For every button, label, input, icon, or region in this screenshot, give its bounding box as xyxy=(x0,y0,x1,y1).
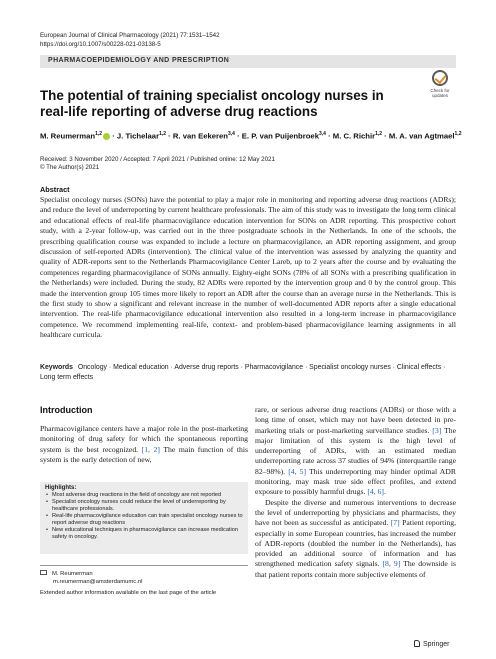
author-name[interactable]: M. A. van Agtmael xyxy=(388,131,455,141)
introduction-heading: Introduction xyxy=(40,405,93,415)
journal-reference xyxy=(40,31,220,49)
abstract-heading: Abstract xyxy=(40,185,70,194)
doi-link[interactable]: https://doi.org/10.1007/s00228-021-03138-5 xyxy=(40,41,161,48)
author-affiliation: 1,2 xyxy=(454,131,462,137)
citation-link[interactable]: [4, 5] xyxy=(288,466,307,476)
highlights-list xyxy=(45,492,243,541)
highlight-item: • Specialist oncology nurses could reduce the level of underreporting by healthcare professionals. xyxy=(45,499,243,513)
check-for-updates-badge[interactable] xyxy=(427,70,453,100)
publisher-logo xyxy=(414,640,449,648)
author-affiliation: 1,2 xyxy=(159,131,167,137)
author-name[interactable]: M. C. Richir xyxy=(332,131,376,141)
springer-horse-icon xyxy=(414,640,420,647)
dates-line: Received: 3 November 2020 / Accepted: 7 April 2021 / Published online: 12 May 2021 xyxy=(40,156,275,163)
citation-link[interactable]: [4, 6] xyxy=(367,487,384,497)
intro-paragraph: Pharmacovigilance centers have a major role in the post-marketing monitoring of drug safety for which the spontaneous reporting system is the best recognized. [1, 2] The main function of this system is the early detection of new, xyxy=(40,424,248,464)
keywords-text: Oncology · Medical education · Adverse drug reports · Pharmacovigilance · Specialist oncology nurses · Clinical effects · Long term effects xyxy=(40,364,446,381)
right-column xyxy=(255,405,456,580)
correspondence-block xyxy=(40,565,248,586)
section-label: PHARMACOEPIDEMIOLOGY AND PRESCRIPTION xyxy=(48,57,230,64)
publication-dates xyxy=(40,156,275,173)
highlights-box xyxy=(40,482,248,554)
highlight-item: • Most adverse drug reactions in the field of oncology are not reported xyxy=(45,492,243,499)
extended-author-info: Extended author information available on the last page of the article xyxy=(40,590,217,596)
author-name[interactable]: R. van Eekeren xyxy=(172,131,228,141)
publisher-name: Springer xyxy=(423,641,450,648)
author-affiliation: 3,4 xyxy=(319,131,326,137)
article-title: The potential of training specialist oncology nurses in real-life reporting of adverse drug reactions xyxy=(40,88,384,119)
keywords xyxy=(40,363,456,383)
author-email[interactable]: m.reumerman@amsterdamumc.nl xyxy=(53,579,143,585)
author-list: M. Reumerman$^{1,2}$ · J. Tichelaar$^{1,2}$ · R. van Eekeren$^{3,4}$ · E. P. van Puijenbroek$^{3,4}$ · M. C. Richir$^{1,2}$ · M. A. van Agtmael$^{1,2}$ xyxy=(40,131,462,141)
intro-paragraph: rare, or serious adverse drug reactions (ADRs) or those with a long time of onset, which may not have been detected in pre-marketing trials or post-marketing surveillance studies. [3] The major limitation of this system is the high level of underreporting of ADRs, with an estimated median underreporting rate across 37 studies of 94% (interquartile range 82–98%). [4, 5] This underreporting may hinder optimal ADR monitoring, may mask true side effect profiles, and extend exposure to possibly harmful drugs. [4, 6]. xyxy=(255,405,456,497)
author-name[interactable]: J. Tichelaar xyxy=(116,131,160,141)
citation-link[interactable]: [3] xyxy=(432,425,442,435)
intro-paragraph: Despite the diverse and numerous interventions to decrease the level of underreporting by physicians and pharmacists, they have not been as successful as anticipated. [7] Patient reporting, especially in some European countries, has increased the number of ADR-reports (doubled the number in the Netherlands), has provided an additional source of information and has strengthened medication safety signals. [8, 9] The downside is that patient reports contain more subjective elements of xyxy=(255,497,456,579)
author-affiliation: 1,2 xyxy=(375,131,383,137)
keywords-label: Keywords xyxy=(40,364,73,371)
author-name[interactable]: E. P. van Puijenbroek xyxy=(241,131,319,141)
author-affiliation: 1,2 xyxy=(95,131,103,137)
citation-link[interactable]: [7] xyxy=(390,518,400,528)
copyright-line: © The Author(s) 2021 xyxy=(40,164,100,172)
orcid-icon[interactable] xyxy=(103,133,110,140)
check-for-updates-label: Check for updates xyxy=(430,88,450,98)
citation-link[interactable]: [1, 2] xyxy=(141,444,160,454)
corresponding-author: M. Reumerman xyxy=(52,571,93,577)
journal-citation: European Journal of Clinical Pharmacology (2021) 77:1531–1542 xyxy=(40,32,220,39)
highlights-heading: Highlights: xyxy=(45,485,77,491)
citation-link[interactable]: [8, 9] xyxy=(382,559,401,569)
section-banner xyxy=(40,55,456,68)
author-name[interactable]: M. Reumerman xyxy=(40,131,96,141)
envelope-icon xyxy=(40,570,47,575)
highlight-item: • New educational techniques in pharmacovigilance can increase medication safety in oncology. xyxy=(45,527,243,541)
check-for-updates-icon xyxy=(432,70,448,86)
author-affiliation: 3,4 xyxy=(228,131,235,137)
left-column xyxy=(40,424,248,465)
highlight-item: • Real-life pharmacovigilance education can train specialist oncology nurses to report adverse drug reactions xyxy=(45,513,243,527)
abstract-body: Specialist oncology nurses (SONs) have the potential to play a major role in monitoring and reporting adverse drug reactions (ADRs); and reduce the level of underreporting by current healthcare professionals. The aim of this study was to investigate the long term clinical and educational effects of real-life pharmacovigilance education intervention for SONs on ADR reporting. This prospective cohort study, with a 2-year follow-up, was carried out in the three postgraduate schools in the Netherlands. In one of the schools, the prescribing qualification course was expanded to include a lecture on pharmacovigilance, an ADR reporting assignment, and group discussion of self-reported ADRs (intervention). The clinical value of the intervention was assessed by analyzing the quantity and quality of ADR-reports sent to the Netherlands Pharmacovigilance Center Lareb, up to 2 years after the course and by evaluating the competences regarding pharmacovigilance of SONs annually. Eighty-eight SONs (78% of all SONs with a prescribing qualification in the Netherlands) were included. During the study, 82 ADRs were reported by the intervention group and 0 by the control group. This made the intervention group 105 times more likely to report an ADR after the course than an average nurse in the Netherlands. This is the first study to show a significant and relevant increase in the number of well-documented ADR reports after a single educational intervention. The real-life pharmacovigilance educational intervention also resulted in a long-term increase in pharmacovigilance competence. We recommend implementing real-life, context- and problem-based pharmacovigilance learning assignments in all healthcare curricula. xyxy=(40,195,456,340)
